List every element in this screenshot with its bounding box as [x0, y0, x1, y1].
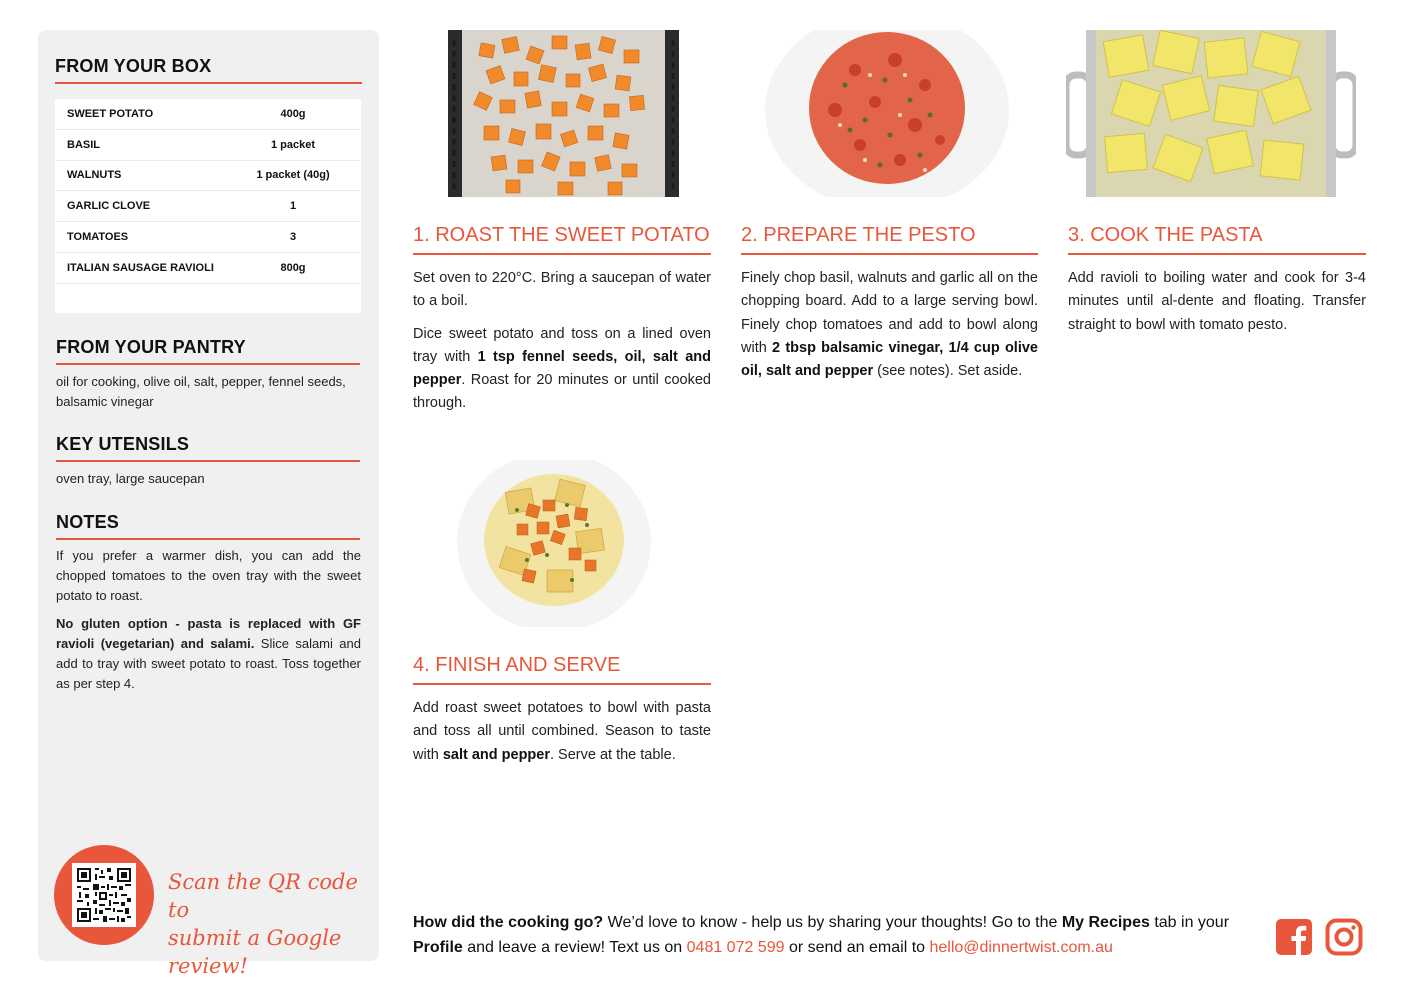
- ingredient-qty: 800g: [280, 261, 306, 274]
- table-row: [55, 130, 361, 161]
- qr-code-icon[interactable]: [72, 863, 136, 927]
- step-text-bold: 2 tbsp balsamic vinegar, 1/4 cup olive oil, salt and pepper: [741, 339, 1038, 380]
- ingredient-name: SWEET POTATO: [67, 107, 154, 120]
- step-text-bold: 1 tsp fennel seeds, oil, salt and pepper: [413, 348, 711, 389]
- sidebar: [38, 30, 379, 978]
- footer-review-text: [413, 910, 1263, 960]
- tomato-pesto-photo: [765, 30, 1009, 197]
- step-text-part: Finely chop basil, walnuts and garlic all on the chopping board. Add to a large serving bowl. Finely chop tomatoes and add to bowl along with: [741, 270, 1038, 356]
- notes-bold: No gluten option - pasta is replaced with GF ravioli (vegetarian) and salami.: [56, 616, 361, 651]
- step-text-part: . Roast for 20 minutes or until cooked through.: [413, 372, 711, 412]
- divider: [413, 683, 711, 685]
- ingredient-name: TOMATOES: [67, 231, 129, 244]
- qr-review-text: [168, 868, 368, 980]
- qr-text-line: Scan the QR code to: [168, 870, 358, 922]
- phone-link[interactable]: 0481 072 599: [686, 939, 785, 956]
- table-row: [55, 161, 361, 192]
- ravioli-pot-photo: [1066, 30, 1356, 197]
- finished-dish-photo: [457, 460, 651, 627]
- ingredients-table: [55, 99, 361, 313]
- roast-sweet-potato-photo: [448, 30, 679, 197]
- ingredient-name: WALNUTS: [67, 169, 122, 182]
- divider: [741, 253, 1038, 255]
- divider: [56, 538, 360, 540]
- divider: [56, 460, 360, 462]
- ingredient-qty: 1 packet (40g): [256, 169, 330, 182]
- step-3-title: 3. COOK THE PASTA: [1068, 224, 1263, 246]
- step-text-part: (see notes). Set aside.: [873, 363, 1023, 380]
- notes-paragraph-gluten: [56, 614, 361, 694]
- step-4-text: [413, 697, 711, 767]
- step-1-title: 1. ROAST THE SWEET POTATO: [413, 224, 710, 246]
- notes-paragraph: If you prefer a warmer dish, you can add the chopped tomatoes to the oven tray with the sweet potato to roast.: [56, 548, 361, 603]
- step-text-bold: salt and pepper: [442, 746, 550, 763]
- from-your-pantry-title: FROM YOUR PANTRY: [56, 337, 246, 357]
- ingredient-name: ITALIAN SAUSAGE RAVIOLI: [67, 261, 214, 274]
- ingredient-qty: 400g: [280, 107, 306, 120]
- footer-text: or send an email to: [784, 939, 930, 956]
- facebook-icon[interactable]: [1275, 918, 1313, 956]
- ingredient-name: GARLIC CLOVE: [67, 200, 151, 213]
- table-row: [55, 253, 361, 284]
- utensils-text: oven tray, large saucepan: [56, 471, 205, 486]
- step-2-title: 2. PREPARE THE PESTO: [741, 224, 976, 246]
- footer-question: How did the cooking go?: [413, 914, 604, 931]
- step-text-part: Dice sweet potato and toss on a lined oven tray with: [413, 325, 711, 365]
- qr-text-line: submit a Google review!: [168, 926, 342, 978]
- step-1-text: [413, 267, 711, 416]
- step-3-text: Add ravioli to boiling water and cook for 3-4 minutes until al-dente and floating. Transfer straight to bowl with tomato pesto.: [1068, 270, 1366, 333]
- footer-text: and leave a review! Text us on: [462, 939, 687, 956]
- step-1-p2: [413, 323, 711, 416]
- from-your-box-title: FROM YOUR BOX: [55, 56, 212, 76]
- step-2-text: [741, 267, 1038, 383]
- ingredient-name: BASIL: [67, 138, 100, 151]
- footer-text: We’d love to know - help us by sharing your thoughts! Go to the: [603, 914, 1062, 931]
- ingredient-qty: 3: [289, 231, 297, 244]
- footer-text: tab in your: [1149, 914, 1230, 931]
- footer-my-recipes: My Recipes: [1061, 914, 1150, 931]
- divider: [55, 82, 362, 84]
- key-utensils-title: KEY UTENSILS: [56, 434, 190, 454]
- step-text-part: . Serve at the table.: [550, 746, 676, 763]
- divider: [413, 253, 711, 255]
- instagram-icon[interactable]: [1325, 918, 1363, 956]
- divider: [56, 363, 360, 365]
- table-row: [55, 222, 361, 253]
- step-1-p1: Set oven to 220°C. Bring a saucepan of water to a boil.: [413, 270, 711, 310]
- ingredient-qty: 1: [289, 200, 297, 213]
- step-4-title: 4. FINISH AND SERVE: [413, 654, 621, 676]
- ingredient-qty: 1 packet: [270, 138, 316, 151]
- pantry-text: oil for cooking, olive oil, salt, pepper, fennel seeds, balsamic vinegar: [56, 374, 346, 409]
- table-row: [55, 99, 361, 130]
- notes-title: NOTES: [56, 512, 120, 532]
- notes-rest: Slice salami and add to tray with sweet potato to roast. Toss together as per step 4.: [56, 636, 361, 691]
- qr-badge[interactable]: [54, 845, 154, 945]
- step-text-part: Add roast sweet potatoes to bowl with pasta and toss all until combined. Season to taste with: [413, 700, 711, 763]
- footer-profile: Profile: [413, 939, 463, 956]
- table-row: [55, 191, 361, 222]
- divider: [1068, 253, 1366, 255]
- email-link[interactable]: hello@dinnertwist.com.au: [929, 939, 1113, 956]
